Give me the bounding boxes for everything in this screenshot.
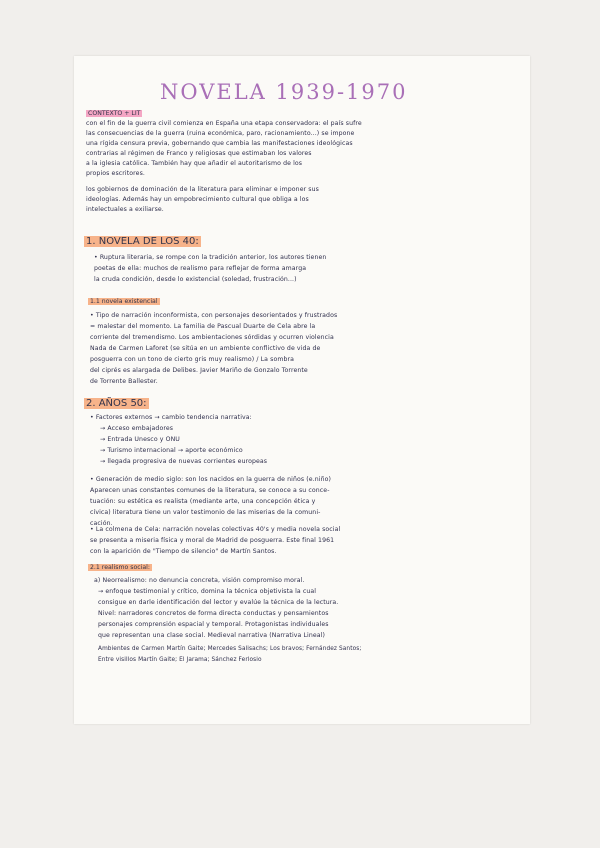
intro-line: contrarias al régimen de Franco y religiosas que estimaban los valores <box>86 150 312 157</box>
section-line: la cruda condición, desde lo existencial (soledad, frustración...) <box>94 276 297 283</box>
section-line: se presenta a miseria física y moral de Madrid de posguerra. Este final 1961 <box>90 537 335 544</box>
intro-line: propios escritores. <box>86 170 145 177</box>
section-line: consigue en darle identificación del lector y evalúe la técnica de la lectura. <box>98 599 339 606</box>
section-line: → enfoque testimonial y crítico, domina la técnica objetivista la cual <box>98 588 317 595</box>
section-line: • Generación de medio siglo: son los nacidos en la guerra de niños (e.niño) <box>90 476 332 483</box>
section-line: poetas de ella: muchos de realismo para reflejar de forma amarga <box>94 265 307 272</box>
intro-line: intelectuales a exiliarse. <box>86 206 164 213</box>
section-line: posguerra con un tono de cierto gris muy realismo) / La sombra <box>90 356 295 363</box>
section-line: de Torrente Ballester. <box>90 378 158 385</box>
subsection-heading-existencial: 1.1 novela existencial <box>90 298 158 305</box>
section-line: → Entrada Unesco y ONU <box>100 436 180 443</box>
section-line: → llegada progresiva de nuevas corrientes europeas <box>100 458 268 465</box>
section-line: Aparecen unas constantes comunes de la literatura, se conoce a su conce- <box>90 487 330 494</box>
intro-line: ideologías. Además hay un empobrecimiento cultural que obliga a los <box>86 196 309 203</box>
intro-line: una rígida censura previa, gobernando que cambia las manifestaciones ideológicas <box>86 140 353 147</box>
section-line: con la aparición de "Tiempo de silencio" de Martín Santos. <box>90 548 277 555</box>
intro-line: las consecuencias de la guerra (ruina económica, paro, racionamiento...) se impone <box>86 130 355 137</box>
section-line: Ambientes de Carmen Martín Gaite; Mercedes Salisachs; Los bravos; Fernández Santos; <box>98 646 362 652</box>
section-line: a) Neorrealismo: no denuncia concreta, visión compromiso moral. <box>94 577 305 584</box>
section-line: personajes comprensión espacial y temporal. Protagonistas individuales <box>98 621 329 628</box>
section-line: → Turismo internacional → aporte económico <box>100 447 243 454</box>
intro-line: a la iglesia católica. También hay que añadir el autoritarismo de los <box>86 160 303 167</box>
section-line: → Acceso embajadores <box>100 425 174 432</box>
section-line: cación. <box>90 520 113 527</box>
section-line: • Factores externos → cambio tendencia narrativa: <box>90 414 252 421</box>
section-line: • Ruptura literaria, se rompe con la tradición anterior, los autores tienen <box>94 254 327 261</box>
intro-tag: CONTEXTO + LIT <box>88 110 141 117</box>
section-line: tuación: su estética es realista (mediante arte, una concepción ética y <box>90 498 316 505</box>
section-line: cívica) literatura tiene un valor testimonio de las miserias de la comuni- <box>90 509 321 516</box>
section-line: Nada de Carmen Laforet (se sitúa en un ambiente conflictivo de vida de <box>90 345 321 352</box>
section-line: del ciprés es alargada de Delibes. Javier Mariño de Gonzalo Torrente <box>90 367 308 374</box>
section-line: • La colmena de Cela: narración novelas colectivas 40's y media novela social <box>90 526 341 533</box>
intro-line: con el fin de la guerra civil comienza en España una etapa conservadora: el país sufre <box>86 120 362 127</box>
section-line: • Tipo de narración inconformista, con personajes desorientados y frustrados <box>90 312 338 319</box>
subsection-heading-realismo-social: 2.1 realismo social: <box>90 564 150 571</box>
section-line: = malestar del momento. La familia de Pascual Duarte de Cela abre la <box>90 323 316 330</box>
page-title: NOVELA 1939-1970 <box>160 80 408 104</box>
section-line: Nivel: narradores concretos de forma directa conductas y pensamientos <box>98 610 329 617</box>
section-line: que representan una clase social. Medieval narrativa (Narrativa Lineal) <box>98 632 325 639</box>
intro-line: los gobiernos de dominación de la literatura para eliminar e imponer sus <box>86 186 319 193</box>
section-heading-anos-50: 2. AÑOS 50: <box>86 398 147 409</box>
section-heading-novela-40: 1. NOVELA DE LOS 40: <box>86 236 199 247</box>
section-line: Entre visillos Martín Gaite; El Jarama; Sánchez Ferlosio <box>98 657 262 663</box>
section-line: corriente del tremendismo. Los ambientaciones sórdidas y ocurren violencia <box>90 334 334 341</box>
